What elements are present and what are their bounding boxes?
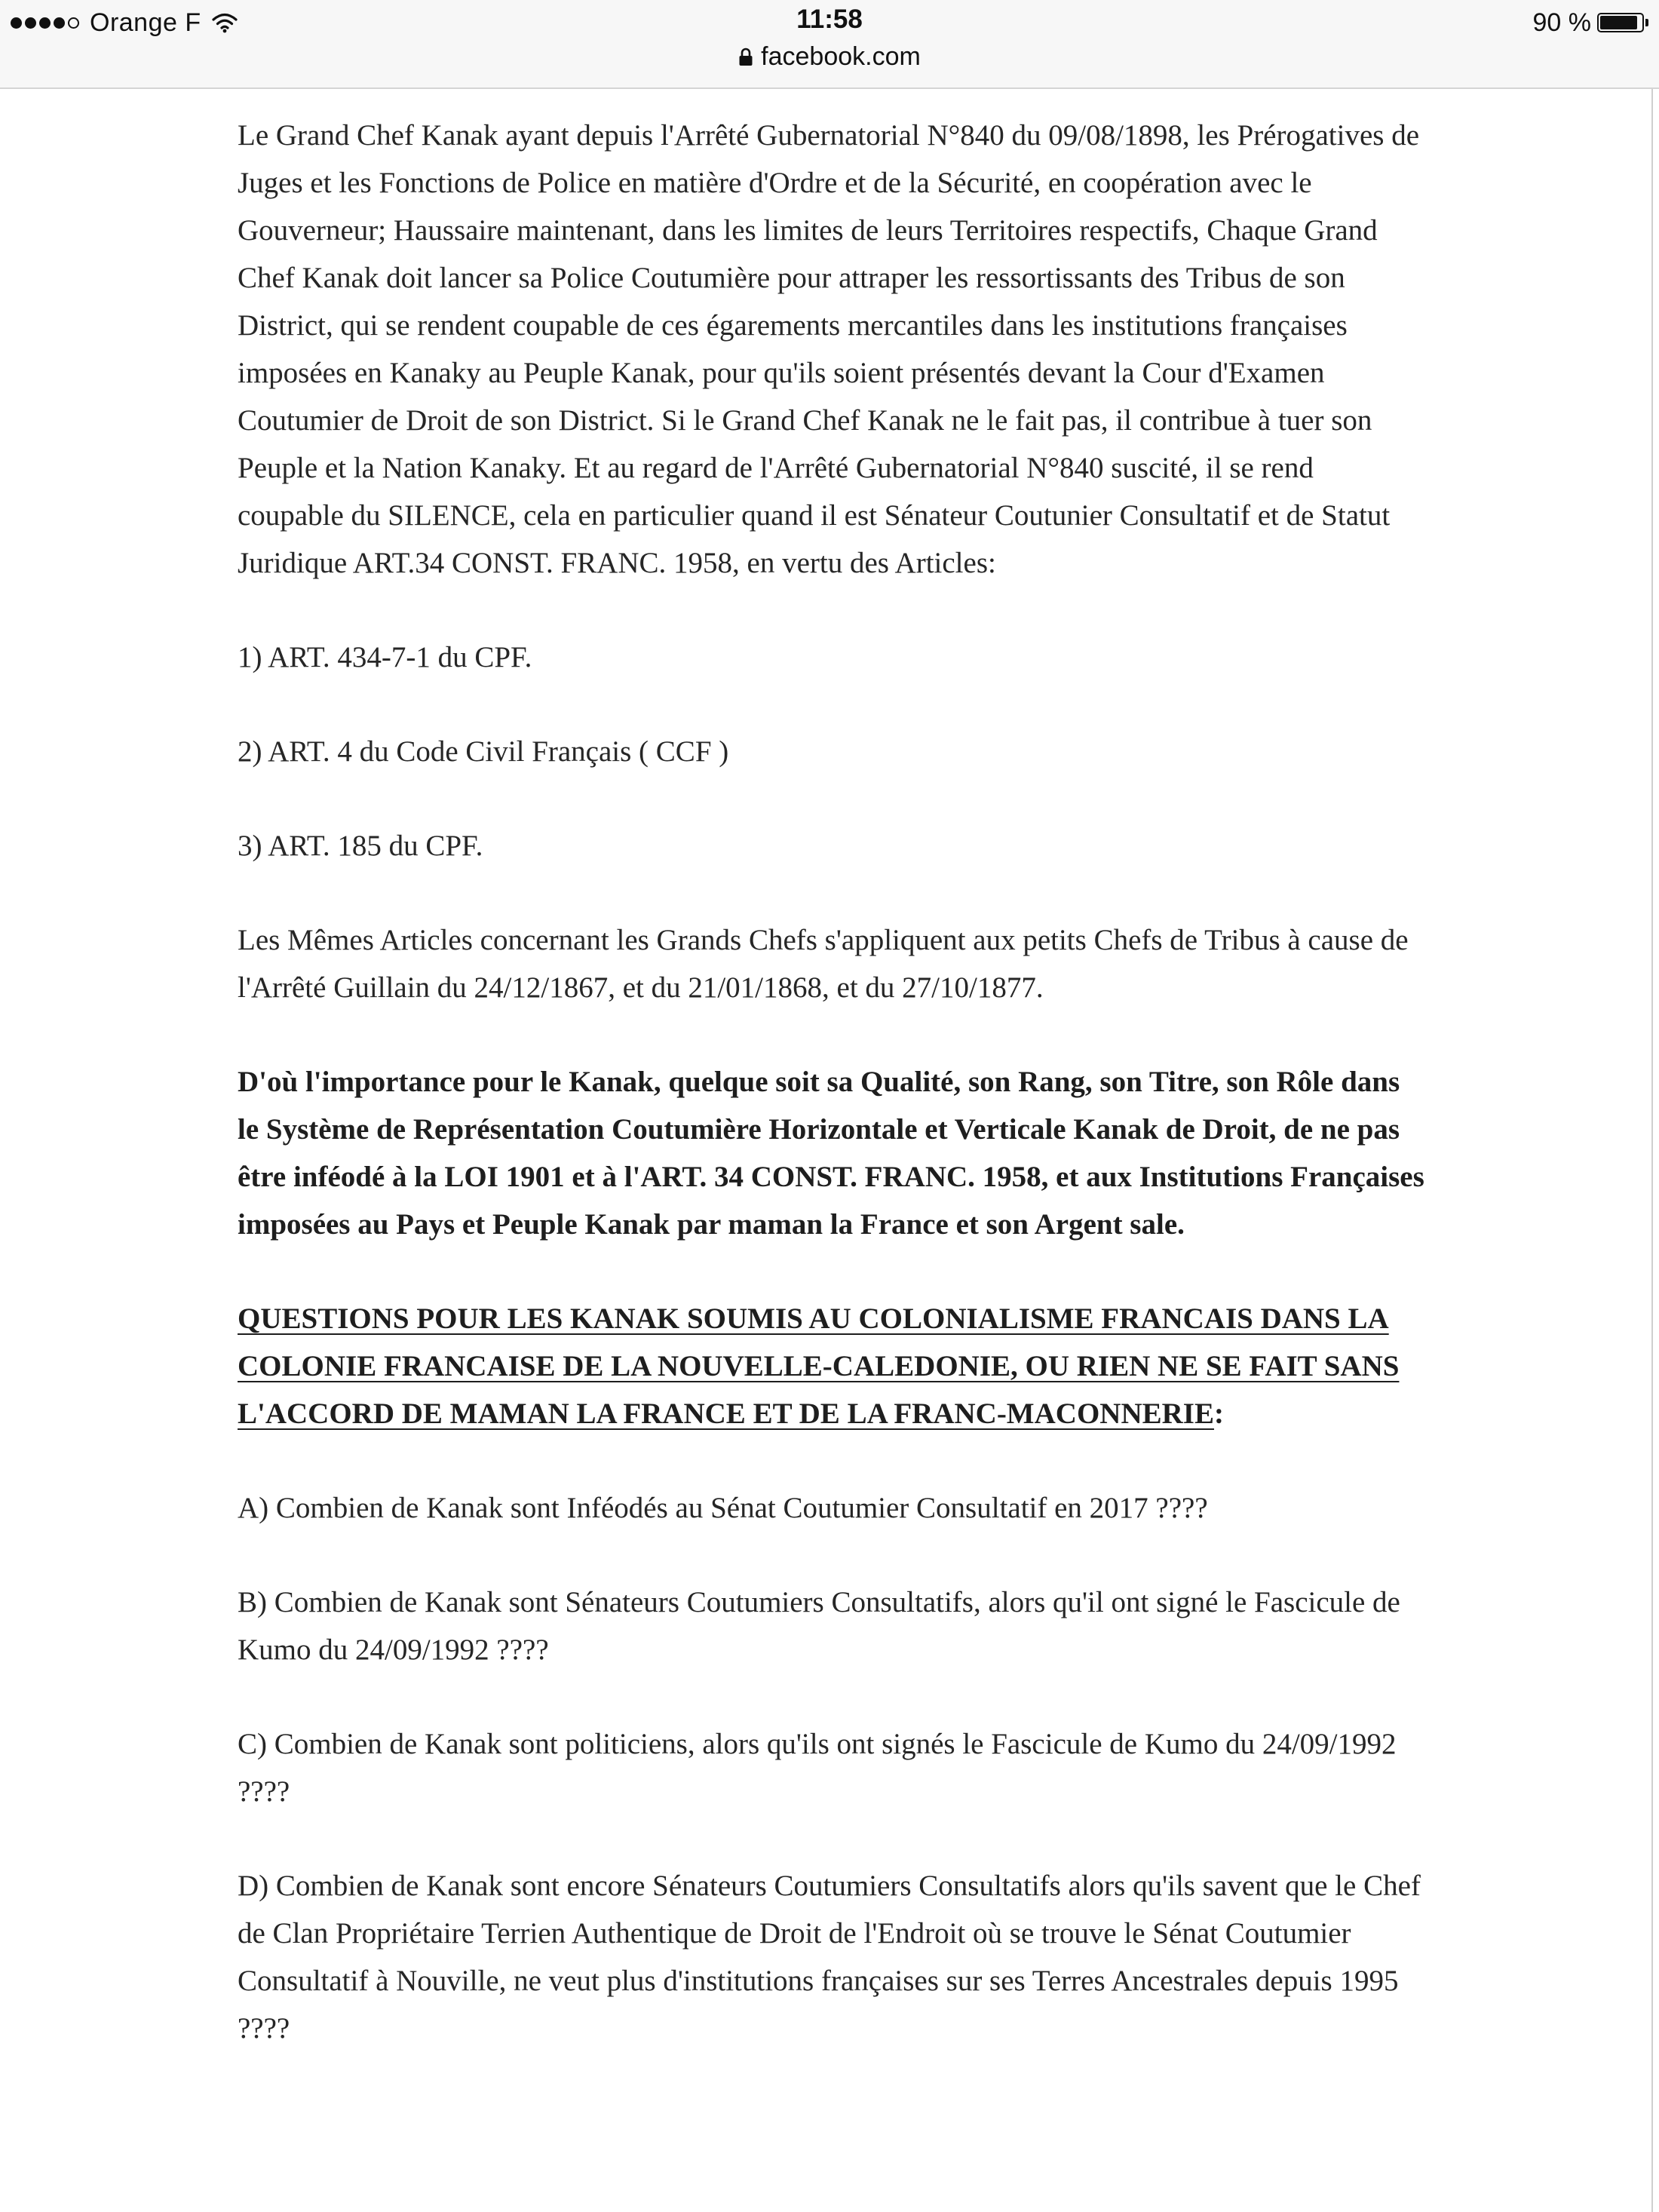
- url-text: facebook.com: [761, 42, 921, 71]
- questions-heading-colon: :: [1213, 1397, 1224, 1430]
- status-right: [1533, 6, 1649, 39]
- article-reference-3: 3) ART. 185 du CPF.: [238, 830, 483, 862]
- same-articles-paragraph: Les Mêmes Articles concernant les Grands Chefs s'appliquent aux petits Chefs de Tribus à cause de l'Arrêté Guillain du 24/12/1867, et du 21/01/1868, et du 27/10/1877.: [238, 924, 1409, 1004]
- question-c: C) Combien de Kanak sont politiciens, alors qu'ils ont signés le Fascicule de Kumo du 24/09/1992 ????: [238, 1728, 1397, 1808]
- question-a: A) Combien de Kanak sont Inféodés au Sénat Coutumier Consultatif en 2017 ????: [238, 1492, 1208, 1524]
- article-reference-1: 1) ART. 434-7-1 du CPF.: [238, 641, 532, 673]
- ios-status-bar: [0, 0, 1659, 89]
- question-b: B) Combien de Kanak sont Sénateurs Coutumiers Consultatifs, alors qu'il ont signé le Fascicule de Kumo du 24/09/1992 ????: [238, 1586, 1400, 1666]
- carrier-name: Orange F: [90, 8, 201, 37]
- questions-heading: [238, 1295, 1425, 1437]
- post-article: [238, 112, 1425, 2099]
- clock: 11:58: [796, 5, 863, 34]
- lock-icon: [738, 48, 753, 67]
- questions-heading-text: QUESTIONS POUR LES KANAK SOUMIS AU COLONIALISME FRANCAIS DANS LA COLONIE FRANCAISE DE LA NOUVELLE-CALEDONIE, OU RIEN NE SE FAIT SANS L'ACCORD DE MAMAN LA FRANCE ET DE LA FRANC-MACONNERIE: [238, 1302, 1400, 1430]
- intro-paragraph: Le Grand Chef Kanak ayant depuis l'Arrêté Gubernatorial N°840 du 09/08/1898, les Prérogatives de Juges et les Fonctions de Police en matière d'Ordre et de la Sécurité, en coopération avec le Gouverneur; Haussaire maintenant, dans les limites de leurs Territoires respectifs, Chaque Grand Chef Kanak doit lancer sa Police Coutumière pour attraper les ressortissants des Tribus de son District, qui se rendent coupable de ces égarements mercantiles dans les institutions françaises imposées en Kanaky au Peuple Kanak, pour qu'ils soient présentés devant la Cour d'Examen Coutumier de Droit de son District. Si le Grand Chef Kanak ne le fait pas, il contribue à tuer son Peuple et la Nation Kanaky. Et au regard de l'Arrêté Gubernatorial N°840 suscité, il se rend coupable du SILENCE, cela en particulier quand il est Sénateur Coutunier Consultatif et de Statut Juridique ART.34 CONST. FRANC. 1958, en vertu des Articles:: [238, 119, 1420, 579]
- article-reference-2: 2) ART. 4 du Code Civil Français ( CCF ): [238, 735, 729, 768]
- question-d: D) Combien de Kanak sont encore Sénateurs Coutumiers Consultatifs alors qu'ils savent que le Chef de Clan Propriétaire Terrien Authentique de Droit de l'Endroit où se trouve le Sénat Coutumier Consultatif à Nouville, ne veut plus d'institutions françaises sur ses Terres Ancestrales depuis 1995 ????: [238, 1870, 1421, 2045]
- page-edge: [1651, 89, 1653, 2212]
- importance-paragraph: D'où l'importance pour le Kanak, quelque soit sa Qualité, son Rang, son Titre, son Rôle dans le Système de Représentation Coutumière Horizontale et Verticale Kanak de Droit, de ne pas être inféodé à la LOI 1901 et à l'ART. 34 CONST. FRANC. 1958, et aux Institutions Françaises imposées au Pays et Peuple Kanak par maman la France et son Argent sale.: [238, 1066, 1424, 1241]
- address-bar[interactable]: [0, 42, 1659, 72]
- battery-percentage: 90 %: [1532, 8, 1591, 37]
- battery-tip: [1645, 19, 1648, 26]
- battery-icon: [1597, 13, 1644, 32]
- battery-level-fill: [1600, 16, 1637, 29]
